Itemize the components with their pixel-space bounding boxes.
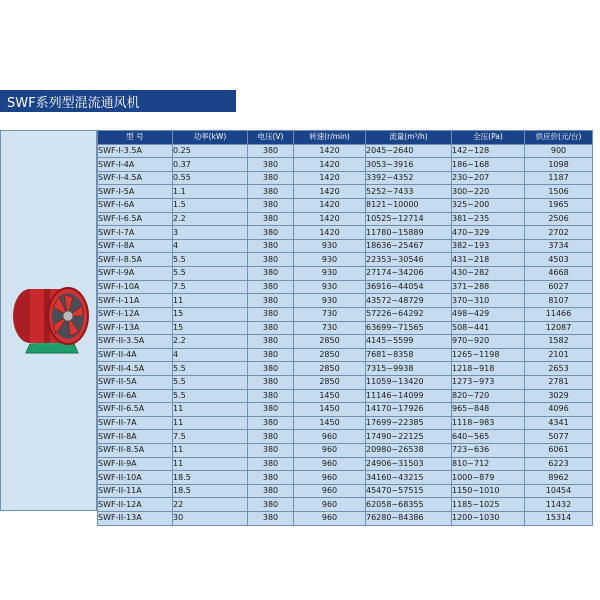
cell-pressure: 498~429 xyxy=(452,307,525,321)
cell-speed: 930 xyxy=(294,280,366,294)
cell-power: 5.5 xyxy=(173,362,248,376)
cell-model: SWF-I-4.5A xyxy=(98,171,173,185)
cell-power: 5.5 xyxy=(173,389,248,403)
cell-speed: 930 xyxy=(294,253,366,267)
cell-flow: 17490~22125 xyxy=(366,430,452,444)
cell-voltage: 380 xyxy=(248,226,294,240)
cell-voltage: 380 xyxy=(248,144,294,158)
cell-speed: 960 xyxy=(294,484,366,498)
cell-price: 1582 xyxy=(525,335,593,349)
cell-voltage: 380 xyxy=(248,321,294,335)
table-body xyxy=(98,144,593,525)
cell-pressure: 325~200 xyxy=(452,199,525,213)
table-row xyxy=(98,362,593,376)
cell-price: 4096 xyxy=(525,403,593,417)
table-row xyxy=(98,444,593,458)
cell-price: 4503 xyxy=(525,253,593,267)
cell-voltage: 380 xyxy=(248,185,294,199)
cell-voltage: 380 xyxy=(248,199,294,213)
header-flow: 流量(m³/h) xyxy=(366,131,452,145)
cell-price: 10454 xyxy=(525,484,593,498)
cell-pressure: 820~720 xyxy=(452,389,525,403)
cell-pressure: 470~329 xyxy=(452,226,525,240)
table-row xyxy=(98,498,593,512)
table-row xyxy=(98,226,593,240)
cell-speed: 960 xyxy=(294,498,366,512)
cell-price: 2702 xyxy=(525,226,593,240)
cell-power: 11 xyxy=(173,444,248,458)
cell-model: SWF-II-3.5A xyxy=(98,335,173,349)
cell-model: SWF-II-7A xyxy=(98,416,173,430)
cell-flow: 36916~44054 xyxy=(366,280,452,294)
cell-power: 1.1 xyxy=(173,185,248,199)
cell-pressure: 1000~879 xyxy=(452,471,525,485)
cell-pressure: 300~220 xyxy=(452,185,525,199)
cell-price: 2101 xyxy=(525,348,593,362)
header-model: 型 号 xyxy=(98,131,173,145)
cell-price: 11432 xyxy=(525,498,593,512)
cell-flow: 63699~71565 xyxy=(366,321,452,335)
header-pressure: 全压(Pa) xyxy=(452,131,525,145)
cell-voltage: 380 xyxy=(248,348,294,362)
cell-pressure: 230~207 xyxy=(452,171,525,185)
cell-power: 3 xyxy=(173,226,248,240)
cell-model: SWF-II-13A xyxy=(98,512,173,526)
table-row xyxy=(98,430,593,444)
cell-model: SWF-II-10A xyxy=(98,471,173,485)
cell-power: 7.5 xyxy=(173,430,248,444)
cell-price: 4668 xyxy=(525,267,593,281)
table-row xyxy=(98,389,593,403)
cell-price: 900 xyxy=(525,144,593,158)
cell-flow: 7681~8358 xyxy=(366,348,452,362)
cell-price: 12087 xyxy=(525,321,593,335)
cell-voltage: 380 xyxy=(248,498,294,512)
cell-flow: 7315~9938 xyxy=(366,362,452,376)
cell-model: SWF-I-12A xyxy=(98,307,173,321)
cell-price: 1965 xyxy=(525,199,593,213)
cell-model: SWF-II-12A xyxy=(98,498,173,512)
cell-flow: 4145~5599 xyxy=(366,335,452,349)
table-row xyxy=(98,403,593,417)
cell-voltage: 380 xyxy=(248,171,294,185)
table-row xyxy=(98,199,593,213)
table-row xyxy=(98,267,593,281)
table-row xyxy=(98,294,593,308)
cell-flow: 8121~10000 xyxy=(366,199,452,213)
cell-power: 30 xyxy=(173,512,248,526)
cell-model: SWF-I-4A xyxy=(98,158,173,172)
cell-power: 0.25 xyxy=(173,144,248,158)
table-row xyxy=(98,348,593,362)
table-row xyxy=(98,512,593,526)
table-row xyxy=(98,185,593,199)
cell-speed: 1450 xyxy=(294,403,366,417)
cell-power: 4 xyxy=(173,348,248,362)
cell-voltage: 380 xyxy=(248,158,294,172)
header-speed: 转速(r/min) xyxy=(294,131,366,145)
cell-pressure: 381~235 xyxy=(452,212,525,226)
cell-price: 2781 xyxy=(525,375,593,389)
cell-voltage: 380 xyxy=(248,389,294,403)
cell-power: 2.2 xyxy=(173,335,248,349)
cell-speed: 960 xyxy=(294,457,366,471)
table-header-row xyxy=(98,131,593,145)
cell-flow: 11146~14099 xyxy=(366,389,452,403)
cell-pressure: 723~636 xyxy=(452,444,525,458)
cell-speed: 1450 xyxy=(294,416,366,430)
cell-model: SWF-II-4.5A xyxy=(98,362,173,376)
cell-speed: 960 xyxy=(294,430,366,444)
cell-model: SWF-II-9A xyxy=(98,457,173,471)
cell-speed: 1420 xyxy=(294,199,366,213)
cell-pressure: 1185~1025 xyxy=(452,498,525,512)
cell-speed: 2850 xyxy=(294,348,366,362)
cell-pressure: 970~920 xyxy=(452,335,525,349)
table-row xyxy=(98,335,593,349)
cell-speed: 2850 xyxy=(294,375,366,389)
cell-speed: 1420 xyxy=(294,212,366,226)
cell-flow: 18636~25467 xyxy=(366,239,452,253)
cell-flow: 5252~7433 xyxy=(366,185,452,199)
cell-speed: 1420 xyxy=(294,185,366,199)
cell-model: SWF-II-6A xyxy=(98,389,173,403)
cell-price: 4341 xyxy=(525,416,593,430)
cell-flow: 34160~43215 xyxy=(366,471,452,485)
cell-power: 15 xyxy=(173,307,248,321)
cell-pressure: 370~310 xyxy=(452,294,525,308)
cell-power: 18.5 xyxy=(173,484,248,498)
cell-voltage: 380 xyxy=(248,403,294,417)
cell-model: SWF-I-6.5A xyxy=(98,212,173,226)
cell-power: 11 xyxy=(173,403,248,417)
cell-price: 6061 xyxy=(525,444,593,458)
cell-power: 4 xyxy=(173,239,248,253)
cell-speed: 2850 xyxy=(294,362,366,376)
table-row xyxy=(98,457,593,471)
cell-voltage: 380 xyxy=(248,430,294,444)
cell-price: 3029 xyxy=(525,389,593,403)
table-row xyxy=(98,484,593,498)
cell-flow: 10525~12714 xyxy=(366,212,452,226)
cell-pressure: 640~565 xyxy=(452,430,525,444)
cell-flow: 3392~4352 xyxy=(366,171,452,185)
cell-voltage: 380 xyxy=(248,362,294,376)
cell-pressure: 431~218 xyxy=(452,253,525,267)
spec-table xyxy=(97,130,593,526)
cell-price: 11466 xyxy=(525,307,593,321)
cell-model: SWF-I-5A xyxy=(98,185,173,199)
cell-flow: 3053~3916 xyxy=(366,158,452,172)
cell-speed: 930 xyxy=(294,267,366,281)
cell-pressure: 810~712 xyxy=(452,457,525,471)
table-row xyxy=(98,253,593,267)
cell-voltage: 380 xyxy=(248,307,294,321)
cell-power: 11 xyxy=(173,457,248,471)
table-row xyxy=(98,158,593,172)
cell-model: SWF-I-8A xyxy=(98,239,173,253)
cell-speed: 1420 xyxy=(294,226,366,240)
cell-speed: 2850 xyxy=(294,335,366,349)
table-row xyxy=(98,144,593,158)
cell-pressure: 1218~918 xyxy=(452,362,525,376)
cell-model: SWF-II-5A xyxy=(98,375,173,389)
cell-flow: 2045~2640 xyxy=(366,144,452,158)
cell-flow: 76280~84386 xyxy=(366,512,452,526)
cell-voltage: 380 xyxy=(248,212,294,226)
cell-pressure: 382~193 xyxy=(452,239,525,253)
cell-power: 5.5 xyxy=(173,267,248,281)
cell-voltage: 380 xyxy=(248,512,294,526)
cell-price: 15314 xyxy=(525,512,593,526)
cell-pressure: 430~282 xyxy=(452,267,525,281)
cell-pressure: 1150~1010 xyxy=(452,484,525,498)
cell-model: SWF-II-8A xyxy=(98,430,173,444)
cell-flow: 62058~68355 xyxy=(366,498,452,512)
cell-price: 1098 xyxy=(525,158,593,172)
cell-pressure: 1200~1030 xyxy=(452,512,525,526)
cell-price: 2506 xyxy=(525,212,593,226)
cell-price: 8107 xyxy=(525,294,593,308)
cell-voltage: 380 xyxy=(248,267,294,281)
axial-fan-icon xyxy=(4,282,96,357)
cell-model: SWF-II-6.5A xyxy=(98,403,173,417)
table-row xyxy=(98,239,593,253)
cell-price: 6027 xyxy=(525,280,593,294)
cell-voltage: 380 xyxy=(248,416,294,430)
cell-power: 11 xyxy=(173,416,248,430)
cell-pressure: 1265~1198 xyxy=(452,348,525,362)
cell-flow: 27174~34206 xyxy=(366,267,452,281)
cell-speed: 930 xyxy=(294,294,366,308)
cell-voltage: 380 xyxy=(248,471,294,485)
cell-price: 8962 xyxy=(525,471,593,485)
cell-pressure: 142~128 xyxy=(452,144,525,158)
cell-voltage: 380 xyxy=(248,457,294,471)
table-row xyxy=(98,471,593,485)
cell-flow: 43572~48729 xyxy=(366,294,452,308)
cell-flow: 14170~17926 xyxy=(366,403,452,417)
cell-voltage: 380 xyxy=(248,294,294,308)
cell-speed: 1450 xyxy=(294,389,366,403)
cell-speed: 960 xyxy=(294,512,366,526)
cell-model: SWF-I-3.5A xyxy=(98,144,173,158)
cell-price: 1187 xyxy=(525,171,593,185)
cell-voltage: 380 xyxy=(248,253,294,267)
cell-price: 1506 xyxy=(525,185,593,199)
table-row xyxy=(98,321,593,335)
table-row xyxy=(98,307,593,321)
page-title: SWF系列型混流通风机 xyxy=(7,96,140,111)
header-price: 供应价(元/台) xyxy=(525,131,593,145)
cell-voltage: 380 xyxy=(248,335,294,349)
table-row xyxy=(98,212,593,226)
cell-speed: 960 xyxy=(294,444,366,458)
cell-power: 5.5 xyxy=(173,253,248,267)
cell-model: SWF-II-4A xyxy=(98,348,173,362)
cell-power: 0.55 xyxy=(173,171,248,185)
cell-power: 15 xyxy=(173,321,248,335)
header-power: 功率(kW) xyxy=(173,131,248,145)
cell-speed: 730 xyxy=(294,307,366,321)
cell-power: 0.37 xyxy=(173,158,248,172)
cell-model: SWF-I-13A xyxy=(98,321,173,335)
cell-power: 22 xyxy=(173,498,248,512)
cell-price: 5077 xyxy=(525,430,593,444)
cell-price: 2653 xyxy=(525,362,593,376)
cell-model: SWF-I-7A xyxy=(98,226,173,240)
cell-power: 1.5 xyxy=(173,199,248,213)
cell-speed: 930 xyxy=(294,239,366,253)
cell-speed: 960 xyxy=(294,471,366,485)
cell-flow: 11059~13420 xyxy=(366,375,452,389)
table-row xyxy=(98,280,593,294)
cell-voltage: 380 xyxy=(248,375,294,389)
cell-flow: 20980~26538 xyxy=(366,444,452,458)
cell-power: 7.5 xyxy=(173,280,248,294)
cell-pressure: 371~288 xyxy=(452,280,525,294)
cell-flow: 24906~31503 xyxy=(366,457,452,471)
cell-power: 18.5 xyxy=(173,471,248,485)
cell-model: SWF-II-11A xyxy=(98,484,173,498)
cell-pressure: 1118~983 xyxy=(452,416,525,430)
cell-pressure: 508~441 xyxy=(452,321,525,335)
cell-flow: 22353~30546 xyxy=(366,253,452,267)
table-row xyxy=(98,171,593,185)
cell-power: 2.2 xyxy=(173,212,248,226)
cell-voltage: 380 xyxy=(248,484,294,498)
cell-flow: 17699~22385 xyxy=(366,416,452,430)
cell-model: SWF-I-11A xyxy=(98,294,173,308)
title-bar xyxy=(0,90,236,112)
cell-model: SWF-II-8.5A xyxy=(98,444,173,458)
cell-pressure: 965~848 xyxy=(452,403,525,417)
cell-voltage: 380 xyxy=(248,444,294,458)
cell-power: 5.5 xyxy=(173,375,248,389)
cell-flow: 11780~15889 xyxy=(366,226,452,240)
cell-speed: 1420 xyxy=(294,144,366,158)
cell-model: SWF-I-9A xyxy=(98,267,173,281)
table-row xyxy=(98,375,593,389)
cell-speed: 730 xyxy=(294,321,366,335)
cell-flow: 57226~64292 xyxy=(366,307,452,321)
cell-price: 6223 xyxy=(525,457,593,471)
cell-price: 3734 xyxy=(525,239,593,253)
cell-flow: 45470~57515 xyxy=(366,484,452,498)
cell-pressure: 1273~973 xyxy=(452,375,525,389)
cell-model: SWF-I-6A xyxy=(98,199,173,213)
cell-speed: 1420 xyxy=(294,171,366,185)
cell-voltage: 380 xyxy=(248,280,294,294)
header-voltage: 电压(V) xyxy=(248,131,294,145)
cell-power: 11 xyxy=(173,294,248,308)
table-row xyxy=(98,416,593,430)
cell-voltage: 380 xyxy=(248,239,294,253)
cell-model: SWF-I-10A xyxy=(98,280,173,294)
cell-pressure: 186~168 xyxy=(452,158,525,172)
cell-model: SWF-I-8.5A xyxy=(98,253,173,267)
cell-speed: 1420 xyxy=(294,158,366,172)
